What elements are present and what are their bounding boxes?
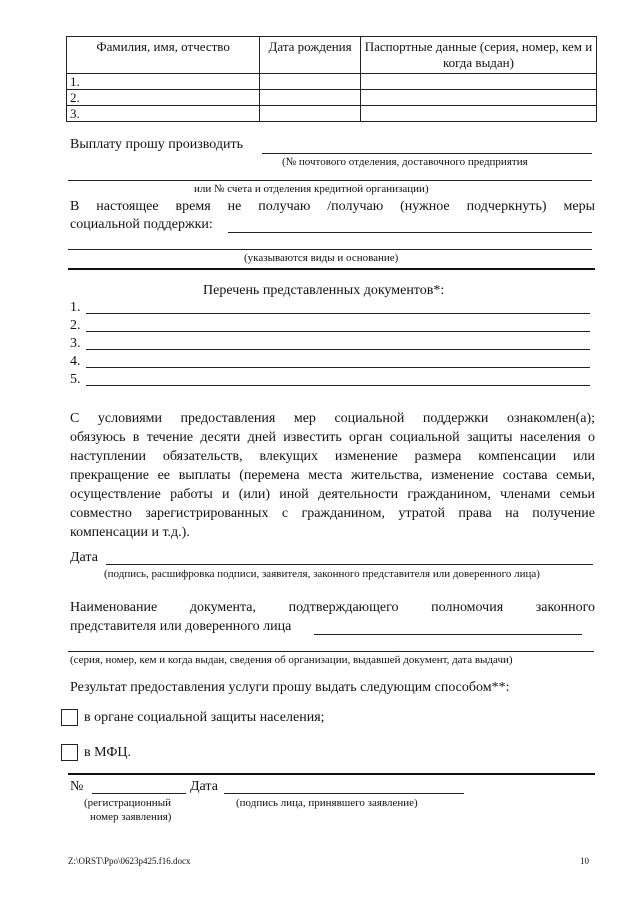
document-item-line[interactable] [86, 313, 590, 314]
agreement-line: осуществление работы и (или) иной деятельности гражданином, членами семьи [70, 487, 595, 502]
agreement-line: наступлении обязательств, влекущих изменение размера компенсации или [70, 449, 595, 464]
payment-hint-2: или № счета и отделения кредитной организации) [194, 183, 429, 195]
document-item-number: 5. [70, 372, 81, 387]
registration-signature-line[interactable] [224, 793, 464, 794]
representative-line-1: Наименование документа, подтверждающего полномочия законного [70, 600, 595, 615]
registration-number-label: № [70, 779, 84, 794]
representative-line-2: представителя или доверенного лица [70, 619, 292, 634]
section-divider [68, 773, 595, 775]
registration-hint-right: (подпись лица, принявшего заявление) [236, 797, 418, 809]
section-divider [68, 268, 595, 270]
payment-label: Выплату прошу производить [70, 137, 244, 152]
table-cell[interactable] [360, 106, 596, 122]
date-signature-line[interactable] [106, 564, 593, 565]
option-mfc: в МФЦ. [84, 745, 132, 760]
header-birth-date: Дата рождения [260, 37, 361, 74]
table-header-row [67, 37, 597, 74]
table-cell-number[interactable]: 3. [67, 106, 260, 122]
documents-title: Перечень представленных документов*: [203, 283, 445, 298]
table-cell[interactable] [360, 90, 596, 106]
registration-number-line[interactable] [92, 793, 186, 794]
table-cell[interactable] [260, 74, 361, 90]
document-item-line[interactable] [86, 367, 590, 368]
document-item-number: 3. [70, 336, 81, 351]
measures-hint: (указываются виды и основание) [244, 252, 399, 264]
table-row [67, 90, 597, 106]
payment-hint-1: (№ почтового отделения, доставочного предприятия [282, 156, 528, 168]
document-item-number: 4. [70, 354, 81, 369]
checkbox-social-protection[interactable] [61, 709, 78, 726]
measures-field-line[interactable] [228, 232, 592, 233]
payment-field-line-2[interactable] [68, 180, 592, 181]
representative-field-line-2[interactable] [68, 651, 594, 652]
document-item-line[interactable] [86, 331, 590, 332]
measures-line-2: социальной поддержки: [70, 217, 213, 232]
document-item-number: 2. [70, 318, 81, 333]
registration-hint-left-2: номер заявления) [90, 811, 172, 823]
header-full-name: Фамилия, имя, отчество [67, 37, 260, 74]
agreement-line: С условиями предоставления мер социальной поддержки ознакомлен(а); [70, 411, 595, 426]
table-cell[interactable] [360, 74, 596, 90]
result-title: Результат предоставления услуги прошу выдать следующим способом**: [70, 680, 510, 695]
option-social-protection: в органе социальной защиты населения; [84, 710, 325, 725]
date-signature-hint: (подпись, расшифровка подписи, заявителя, законного представителя или доверенного лица) [104, 568, 540, 580]
table-cell-number[interactable]: 2. [67, 90, 260, 106]
persons-table [66, 36, 597, 122]
registration-hint-left-1: (регистрационный [84, 797, 171, 809]
representative-field-line[interactable] [314, 634, 582, 635]
registration-date-label: Дата [190, 779, 218, 794]
agreement-line: прекращение ее выплаты (перемена места жительства, изменение состава семьи, [70, 468, 595, 483]
table-cell[interactable] [260, 106, 361, 122]
table-cell-number[interactable]: 1. [67, 74, 260, 90]
date-label: Дата [70, 550, 98, 565]
table-cell[interactable] [260, 90, 361, 106]
footer-page-number: 10 [580, 856, 589, 866]
agreement-line: компенсации и т.д.). [70, 525, 190, 540]
table-row [67, 74, 597, 90]
agreement-line: обязуюсь в течение десяти дней известить орган социальной защиты населения о [70, 430, 595, 445]
measures-field-line-2[interactable] [68, 249, 592, 250]
table-row [67, 106, 597, 122]
agreement-line: совместно зарегистрированных с гражданином, утратой права на получение [70, 506, 595, 521]
footer-file-path: Z:\ORST\Ppo\0623p425.f16.docx [68, 856, 191, 866]
measures-line-1: В настоящее время не получаю /получаю (нужное подчеркнуть) меры [70, 199, 595, 214]
checkbox-mfc[interactable] [61, 744, 78, 761]
payment-field-line[interactable] [262, 153, 592, 154]
document-item-line[interactable] [86, 349, 590, 350]
document-item-number: 1. [70, 300, 81, 315]
document-item-line[interactable] [86, 385, 590, 386]
representative-hint: (серия, номер, кем и когда выдан, сведения об организации, выдавшей документ, дата выдачи) [70, 654, 513, 666]
header-passport: Паспортные данные (серия, номер, кем и когда выдан) [360, 37, 596, 74]
